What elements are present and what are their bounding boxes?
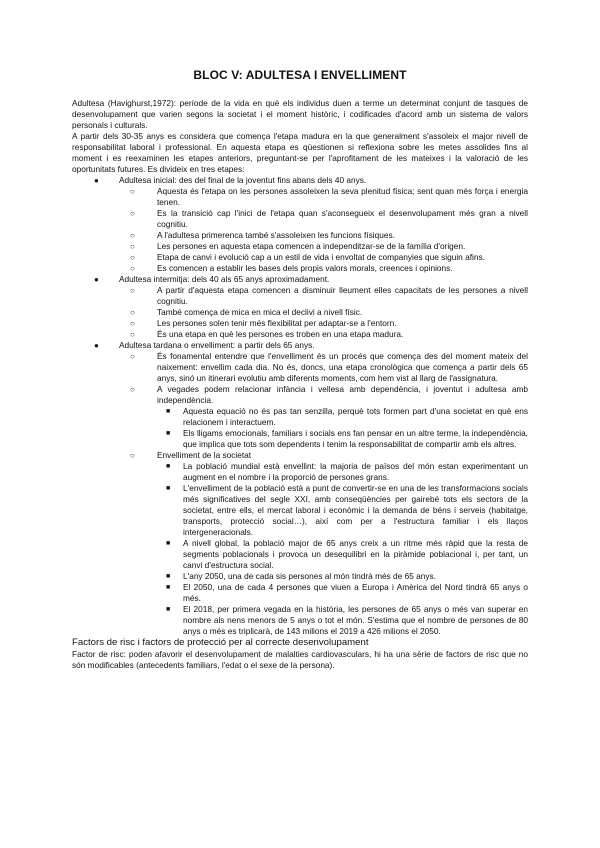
bullet-marker: ○ [130, 308, 135, 317]
stage-item [72, 175, 528, 274]
bullet-marker: ○ [130, 231, 135, 240]
bullet-marker: ● [94, 275, 99, 284]
list-item-text: També comença de mica en mica el declivi a nivell físic. [157, 307, 363, 317]
bullet-marker: ■ [166, 540, 171, 547]
list-item [72, 263, 528, 274]
nested-list-item [72, 582, 528, 604]
bullet-marker: ○ [130, 319, 135, 328]
bullet-marker: ■ [166, 584, 171, 591]
nested-list-item [72, 538, 528, 571]
section-paragraph: Factor de risc: poden afavorir el desenvolupament de malalties cardiovasculars, hi ha una sèrie de factors de risc que no són modificables (antecedents familiars, l'edat o el sexe de la persona). [72, 649, 528, 670]
list-item-text: Aquesta és l'etapa on les persones assoleixen la seva plenitud física; sent quan més força i energia tenen. [157, 186, 528, 207]
nested-list-item [72, 483, 528, 538]
bullet-marker: ○ [130, 330, 135, 339]
list-item-text: Les persones solen tenir més flexibilitat per adaptar-se a l'entorn. [157, 318, 397, 328]
intro-paragraph-1: Adultesa (Havighurst,1972): període de la vida en què els individus duen a terme un determinat conjunt de tasques de desenvolupament que varien segons la societat i el moment històric, i codificades d'acord amb un sistema de valors personals i culturals. [72, 98, 528, 130]
stage-sublist [72, 351, 528, 637]
nested-sublist [72, 406, 528, 450]
nested-list-item [72, 428, 528, 450]
list-item-text: Etapa de canvi i evolució cap a un estil de vida i envoltat de companyies que siguin afins. [157, 252, 485, 262]
list-item [72, 230, 528, 241]
bullet-marker: ■ [166, 463, 171, 470]
nested-list-item [72, 571, 528, 582]
bullet-marker: ● [94, 341, 99, 350]
list-item-text: És una etapa en què les persones es troben en una etapa madura. [157, 329, 404, 339]
list-item-text: A partir d'aquesta etapa comencen a disminuir lleument elles capacitats de les persones a nivell cognitiu. [157, 285, 528, 306]
list-item [72, 318, 528, 329]
list-item-text: Les persones en aquesta etapa comencen a independitzar-se de la família d'origen. [157, 241, 466, 251]
stage-sublist [72, 186, 528, 274]
bullet-marker: ■ [166, 606, 171, 613]
bullet-marker: ○ [130, 385, 135, 394]
stages-list [72, 175, 528, 637]
bullet-marker: ○ [130, 286, 135, 295]
bullet-marker: ○ [130, 264, 135, 273]
nested-list-item-text: A nivell global, la població major de 65 anys creix a un ritme més ràpid que la resta de segments poblacionals i provoca un desequilibri en la piràmide poblacional i, per tant, un canvi d'estructura social. [183, 538, 528, 570]
stage-item [72, 340, 528, 637]
section-heading: Factors de risc i factors de protecció per al correcte desenvolupament [72, 637, 369, 648]
list-item [72, 285, 528, 307]
nested-list-item-text: El 2018, per primera vegada en la història, les persones de 65 anys o més van superar en nombre als nens menors de 5 anys o tot el món. S'estima que el nombre de persones de 80 anys o més es triplicarà, de 143 milions el 2019 a 426 milions el 2050. [183, 604, 528, 636]
list-item [72, 351, 528, 384]
nested-list-item-text: Els lligams emocionals, familiars i socials ens fan pensar en un altre terme, la independència, que implica que tots som dependents i tenim la responsabilitat de compartir amb els altres. [183, 428, 528, 449]
list-item [72, 329, 528, 340]
bullet-marker: ○ [130, 253, 135, 262]
nested-list-item-text: L'envelliment de la població està a punt de convertir-se en una de les transformacions socials més significatives del segle XXI, amb conseqüències per gairebé tots els sectors de la societat, entre ells, el mercat laboral i econòmic i la demanda de béns i serveis (habitatge, transports, protecció social…), així com per a l'estructura familiar i els llaços intergeneracionals. [183, 483, 528, 537]
nested-list-item [72, 604, 528, 637]
page-title: BLOC V: ADULTESA I ENVELLIMENT [193, 68, 407, 82]
nested-list-item-text: Aquesta equació no és pas tan senzilla, perquè tots formen part d'una societat en què ens relacionem i interactuem. [183, 406, 528, 427]
list-item [72, 208, 528, 230]
bullet-marker: ■ [166, 573, 171, 580]
stage-sublist [72, 285, 528, 340]
nested-sublist [72, 461, 528, 637]
document-body [72, 98, 528, 671]
bullet-marker: ■ [166, 408, 171, 415]
list-item [72, 186, 528, 208]
nested-list-item-text: El 2050, una de cada 4 persones que viuen a Europa i Amèrica del Nord tindrà 65 anys o més. [183, 582, 528, 603]
list-item-text: Es la transició cap l'inici de l'etapa quan s'aconsegueix el desenvolupament més gran a nivell cognitiu. [157, 208, 528, 229]
bullet-marker: ■ [166, 485, 171, 492]
list-item [72, 307, 528, 318]
bullet-marker: ○ [130, 352, 135, 361]
stage-item [72, 274, 528, 340]
bullet-marker: ○ [130, 451, 135, 460]
bullet-marker: ○ [130, 209, 135, 218]
stage-heading: Adultesa tardana o envelliment: a partir dels 65 anys. [119, 340, 315, 350]
list-item [72, 252, 528, 263]
list-item [72, 384, 528, 450]
nested-list-item-text: La població mundial està envellint: la majoria de països del món estan experimentant un augment en el nombre i la proporció de persones grans. [183, 461, 528, 482]
bullet-marker: ■ [166, 430, 171, 437]
intro-paragraph-2: A partir dels 30-35 anys es considera que comença l'etapa madura en la que generalment s'assoleix el major nivell de responsabilitat laboral i professional. En aquesta etapa es qüestionen si reflexiona sobre les metes assolides fins al moment i es reexaminen les etapes anteriors, preguntant-se per l'aprofitament de les mateixes i la valoració de les oportunitats futures. Es divideix en tres etapes: [72, 131, 528, 174]
list-item [72, 450, 528, 637]
stage-heading: Adultesa intermitja: dels 40 als 65 anys aproximadament. [119, 274, 330, 284]
nested-list-item-text: L'any 2050, una de cada sis persones al món tindrà més de 65 anys. [183, 571, 436, 581]
list-item-text: Envelliment de la societat [157, 450, 252, 460]
bullet-marker: ● [94, 176, 99, 185]
list-item [72, 241, 528, 252]
list-item-text: A l'adultesa primerenca també s'assoleixen les funcions físiques. [157, 230, 395, 240]
list-item-text: Es comencen a establir les bases dels propis valors morals, creences i opinions. [157, 263, 453, 273]
list-item-text: A vegades podem relacionar infància i vellesa amb dependència, i joventut i adultesa amb independència. [157, 384, 528, 405]
nested-list-item [72, 461, 528, 483]
bullet-marker: ○ [130, 187, 135, 196]
list-item-text: És fonamental entendre que l'envelliment és un procés que comença des del moment mateix del naixement: envellim cada dia. No és, doncs, una etapa cronològica que comença a partir dels 65 anys, sinó un itinerari evolutiu amb diferents moments, com hem vist al llarg de l'assignatura. [157, 351, 528, 383]
stage-heading: Adultesa inicial: des del final de la joventut fins abans dels 40 anys. [119, 175, 367, 185]
bullet-marker: ○ [130, 242, 135, 251]
nested-list-item [72, 406, 528, 428]
